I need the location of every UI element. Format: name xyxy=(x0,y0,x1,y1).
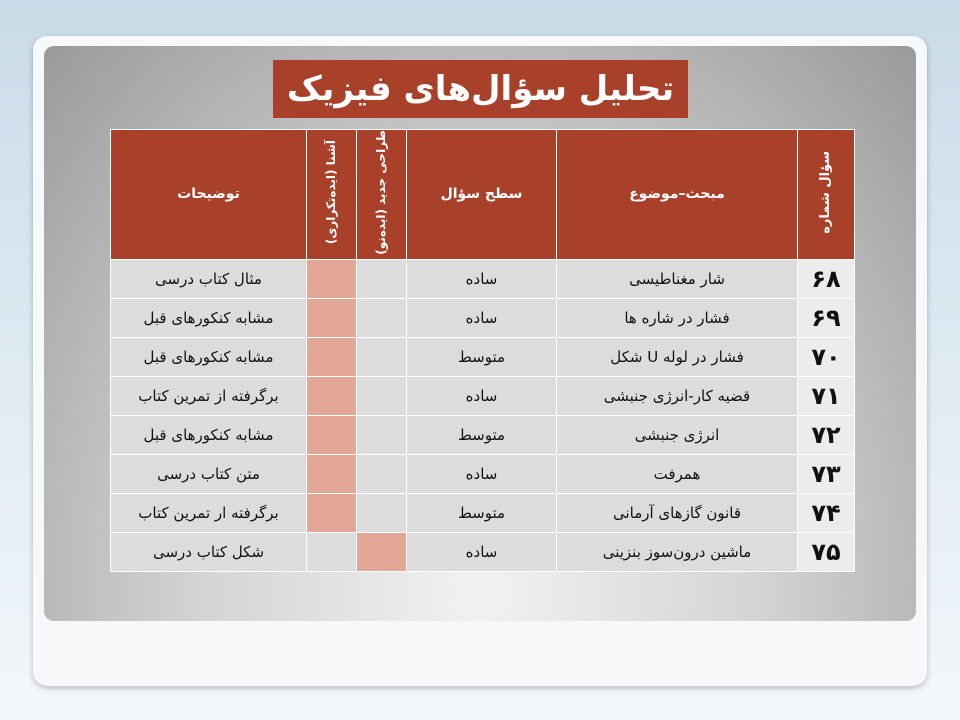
table-row xyxy=(111,337,855,376)
notes-cell: مثال کتاب درسی xyxy=(111,259,307,298)
notes-cell: مشابه کنکورهای قبل xyxy=(111,337,307,376)
familiar-cell xyxy=(307,532,357,571)
question-number: ۶۹ xyxy=(798,298,855,337)
topic-cell: انرژی جنبشی xyxy=(557,415,798,454)
level-cell: متوسط xyxy=(407,493,557,532)
table-row xyxy=(111,493,855,532)
table-row xyxy=(111,415,855,454)
level-cell: ساده xyxy=(407,376,557,415)
topic-cell: قانون گازهای آرمانی xyxy=(557,493,798,532)
notes-cell: برگرفته از تمرین کتاب xyxy=(111,376,307,415)
level-cell: ساده xyxy=(407,259,557,298)
level-cell: متوسط xyxy=(407,337,557,376)
new-design-cell xyxy=(357,415,407,454)
table-row xyxy=(111,259,855,298)
familiar-cell xyxy=(307,259,357,298)
analysis-table xyxy=(110,129,855,572)
level-cell: ساده xyxy=(407,532,557,571)
level-cell: ساده xyxy=(407,454,557,493)
new-design-cell xyxy=(357,298,407,337)
header-new-design: طراحی جدید (ایده‌نو) xyxy=(357,130,407,260)
notes-cell: شکل کتاب درسی xyxy=(111,532,307,571)
table-body xyxy=(111,259,855,571)
notes-cell: مشابه کنکورهای قبل xyxy=(111,298,307,337)
table-row xyxy=(111,532,855,571)
table-row xyxy=(111,298,855,337)
familiar-cell xyxy=(307,376,357,415)
question-number: ۷۵ xyxy=(798,532,855,571)
notes-cell: برگرفته ار تمرین کتاب xyxy=(111,493,307,532)
new-design-cell xyxy=(357,376,407,415)
level-cell: ساده xyxy=(407,298,557,337)
new-design-cell xyxy=(357,454,407,493)
topic-cell: شار مغناطیسی xyxy=(557,259,798,298)
header-number: سؤال شماره xyxy=(798,130,855,260)
new-design-cell xyxy=(357,493,407,532)
level-cell: متوسط xyxy=(407,415,557,454)
new-design-cell xyxy=(357,259,407,298)
notes-cell: متن کتاب درسی xyxy=(111,454,307,493)
header-notes: توضیحات xyxy=(111,130,307,260)
question-number: ۷۱ xyxy=(798,376,855,415)
familiar-cell xyxy=(307,298,357,337)
familiar-cell xyxy=(307,337,357,376)
slide-title: تحلیل سؤال‌های فیزیک xyxy=(273,60,688,118)
table-row xyxy=(111,376,855,415)
question-number: ۷۳ xyxy=(798,454,855,493)
familiar-cell xyxy=(307,493,357,532)
header-level: سطح سؤال xyxy=(407,130,557,260)
question-number: ۷۰ xyxy=(798,337,855,376)
topic-cell: فشار در شاره ها xyxy=(557,298,798,337)
question-number: ۶۸ xyxy=(798,259,855,298)
new-design-cell xyxy=(357,337,407,376)
header-topic: مبحث–موضوع xyxy=(557,130,798,260)
familiar-cell xyxy=(307,415,357,454)
familiar-cell xyxy=(307,454,357,493)
new-design-cell xyxy=(357,532,407,571)
question-number: ۷۲ xyxy=(798,415,855,454)
topic-cell: قضیه کار-انرژی جنبشی xyxy=(557,376,798,415)
table-row xyxy=(111,454,855,493)
topic-cell: فشار در لوله U شکل xyxy=(557,337,798,376)
topic-cell: ماشین درون‌سوز بنزینی xyxy=(557,532,798,571)
topic-cell: همرفت xyxy=(557,454,798,493)
question-number: ۷۴ xyxy=(798,493,855,532)
header-familiar: آشنا (ایده‌تکراری) xyxy=(307,130,357,260)
notes-cell: مشابه کنکورهای قبل xyxy=(111,415,307,454)
header-row xyxy=(111,130,855,260)
